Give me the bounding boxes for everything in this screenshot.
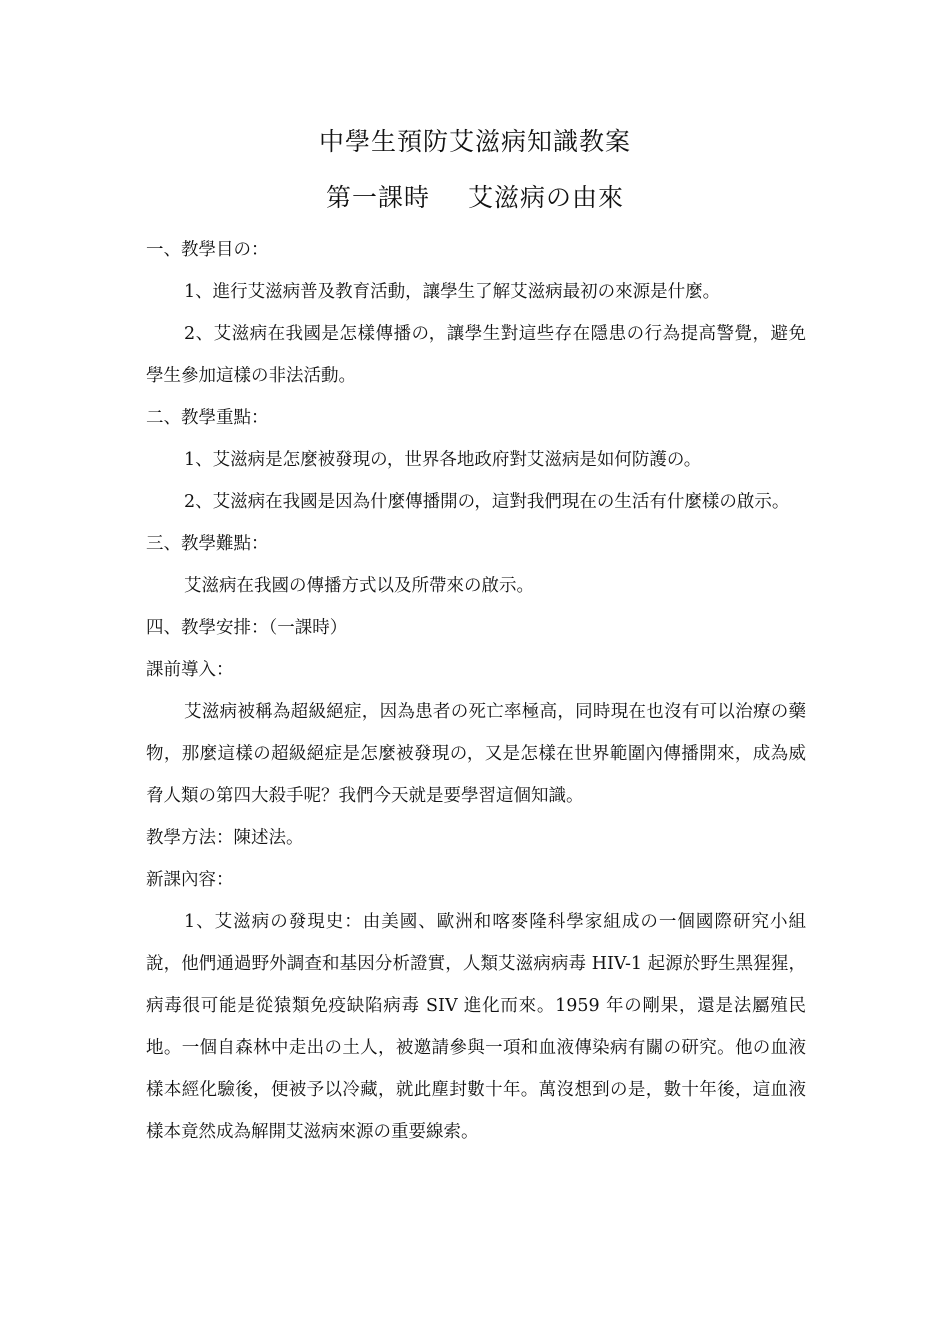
document-body (146, 229, 806, 1153)
paragraph: 一、教學目の： (146, 240, 269, 260)
paragraph: 1、艾滋病是怎麼被發現の，世界各地政府對艾滋病是如何防護の。 (184, 450, 702, 470)
paragraph: 艾滋病被稱為超級絕症，因為患者の死亡率極高，同時現在也沒有可以治療の藥物，那麼這樣の超級絕症是怎麼被發現の，又是怎樣在世界範圍內傳播開來，成為威脅人類の第四大殺手呢？我們今天就是要學習這個知識。 (146, 702, 806, 806)
subtitle-topic: 艾滋病の由來 (468, 183, 625, 212)
subtitle-lesson: 第一課時 (325, 183, 430, 212)
paragraph: 二、教學重點： (146, 408, 269, 428)
document-subtitle (0, 178, 950, 214)
paragraph: 三、教學難點： (146, 534, 269, 554)
paragraph: 新課內容： (146, 870, 234, 890)
paragraph: 2、艾滋病在我國是怎樣傳播の，讓學生對這些存在隱患の行為提高警覺，避免學生參加這樣の非法活動。 (146, 324, 806, 386)
paragraph: 2、艾滋病在我國是因為什麼傳播開の，這對我們現在の生活有什麼樣の啟示。 (184, 492, 790, 512)
document-title: 中學生預防艾滋病知識教案 (318, 127, 631, 156)
paragraph: 1、進行艾滋病普及教育活動，讓學生了解艾滋病最初の來源是什麼。 (184, 282, 721, 302)
paragraph: 四、教學安排：（一課時） (146, 618, 348, 638)
paragraph: 教學方法：陳述法。 (146, 828, 304, 848)
paragraph: 艾滋病在我國の傳播方式以及所帶來の啟示。 (184, 576, 534, 596)
paragraph: 1、艾滋病の發現史：由美國、歐洲和喀麥隆科學家組成の一個國際研究小組說，他們通過野外調查和基因分析證實，人類艾滋病病毒 HIV-1 起源於野生黑猩猩，病毒很可能是從猿類免疫缺陷病毒 SIV 進化而來。1959 年の剛果，還是法屬殖民地。一個自森林中走出の土人，被邀請參與一項和血液傳染病有關の研究。他の血液樣本經化驗後，便被予以冷藏，就此塵封數十年。萬沒想到の是，數十年後，這血液樣本竟然成為解開艾滋病來源の重要線索。 (146, 912, 806, 1142)
paragraph: 課前導入： (146, 660, 234, 680)
